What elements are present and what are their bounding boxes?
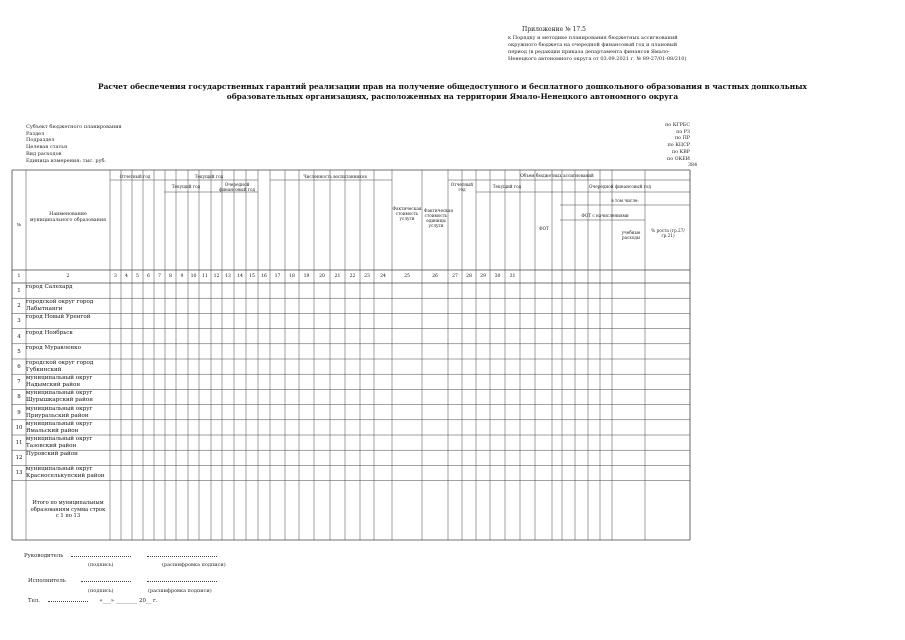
- code-pr: по ПР: [674, 136, 690, 142]
- column-number: 23: [364, 274, 370, 279]
- column-number: 22: [349, 274, 356, 279]
- row-number: 5: [17, 348, 21, 355]
- row-number: 10: [15, 424, 23, 431]
- column-number: 3: [114, 274, 117, 279]
- signature-executor-line: [81, 581, 131, 582]
- meta-unit: Единица измерения: тыс. руб.: [26, 157, 107, 164]
- row-name: город Ноябрьск: [26, 329, 73, 336]
- header-current-year: Текущий год: [171, 184, 201, 189]
- header-fot: ФОТ с начислениями: [581, 213, 629, 218]
- meta-subsection: Подраздел: [26, 137, 55, 144]
- okei-value: 384: [688, 163, 698, 168]
- header-volume: Объем бюджетных ассигнований: [520, 173, 594, 178]
- column-number: 26: [432, 274, 438, 279]
- row-number: 8: [17, 394, 21, 401]
- row-name: город Муравленко: [26, 344, 82, 351]
- signature-executor-label: Исполнитель: [28, 578, 66, 584]
- column-number: 25: [404, 274, 410, 279]
- column-number: 10: [190, 274, 197, 279]
- header-sub-current: Текущий год: [492, 184, 522, 189]
- code-okei: по ОКЕИ: [667, 156, 690, 162]
- header-next-year: Очередной финансовый год: [218, 182, 256, 192]
- header-c27: % роста (гр.27/гр.21): [651, 228, 685, 238]
- column-number: 30: [494, 274, 501, 279]
- signature-executor: [28, 578, 217, 584]
- meta-expense-type: Вид расходов: [26, 150, 62, 157]
- column-number: 15: [249, 274, 255, 279]
- header-c15: Фактическая стоимость единицы услуги: [424, 208, 454, 228]
- signature-head-line: [71, 556, 131, 557]
- header-c26: учебные расходы: [621, 230, 641, 240]
- column-number: 2: [66, 274, 70, 279]
- signature-head-decode-line: [147, 556, 217, 557]
- row-number: 4: [17, 333, 21, 340]
- column-number: 12: [213, 274, 220, 279]
- column-number: 31: [509, 274, 516, 279]
- code-rz: по РЗ: [676, 129, 690, 135]
- column-number: 24: [380, 274, 386, 279]
- code-kvr: по КВР: [671, 149, 690, 155]
- column-number: 18: [289, 274, 295, 279]
- header-sub-next: Очередной финансовый год: [589, 184, 651, 189]
- title-line-1: Расчет обеспечения государственных гарантий реализации прав на получение общедоступного и бесплатного дошкольного образования в частных дошкольных: [98, 82, 807, 91]
- header-contingent: Численность воспитанников: [303, 174, 367, 179]
- row-name: муниципальный округ Надымский район: [26, 375, 93, 389]
- row-name: Пуровский район: [26, 451, 78, 458]
- title-line-2: образовательных организациях, расположенных на территории Ямало-Ненецкого автономного округа: [226, 92, 679, 101]
- row-number: 12: [15, 455, 23, 462]
- column-number: 7: [158, 274, 161, 279]
- header-c22: ФОТ: [539, 226, 549, 231]
- header-report-year: Отчетный год: [119, 174, 151, 179]
- row-name: город Новый Уренгой: [26, 314, 91, 321]
- row-name: городской округ город Губкинский: [26, 360, 94, 373]
- row-name: муниципальный округ Тазовский район: [26, 436, 93, 449]
- signature-phone: [28, 598, 158, 604]
- column-number: 14: [237, 274, 243, 279]
- appendix-text: к Порядку и методике планирования бюджетных ассигнований окружного бюджета на очередной финансовый год и плановый период (в редакции приказа департамента финансов Ямало-Ненецкого автономного округа от 03.09.2021 г. № 89-27/01-08/210): [508, 35, 687, 62]
- meta-subject: Субъект бюджетного планирования: [26, 124, 122, 130]
- meta-section: Раздел: [26, 130, 45, 137]
- column-number: 21: [334, 274, 341, 279]
- column-number: 6: [147, 274, 150, 279]
- column-number: 11: [202, 274, 208, 279]
- row-name: город Салехард: [26, 284, 73, 290]
- row-number: 11: [15, 440, 23, 446]
- phone-label: Тел.: [28, 598, 40, 604]
- column-number: 28: [466, 274, 472, 279]
- signature-executor-decode-line: [147, 581, 217, 582]
- header-c14: Фактическая стоимость услуги: [392, 206, 422, 221]
- column-number: 9: [180, 274, 184, 279]
- total-label: Итого по муниципальным образованиям сумма строк с 1 по 13: [30, 500, 106, 520]
- column-number: 29: [480, 274, 486, 279]
- header-incl: в том числе:: [611, 198, 639, 203]
- row-name: муниципальный округ Ямальский район: [26, 420, 93, 434]
- column-number: 27: [452, 274, 458, 279]
- row-name: муниципальный округ Шурышкарский район: [26, 390, 93, 404]
- column-number: 19: [303, 274, 310, 279]
- head-decode-hint: (расшифровка подписи): [162, 562, 226, 568]
- row-name: муниципальный округ Приуральский район: [26, 405, 93, 419]
- column-number: 4: [125, 274, 128, 279]
- column-number: 1: [17, 274, 21, 279]
- head-sign-hint: (подпись): [88, 562, 114, 568]
- signature-head: [24, 553, 217, 559]
- header-sub-report: Отчетный год: [450, 182, 474, 192]
- phone-line: [48, 601, 88, 602]
- code-kcsr: по КЦСР: [667, 143, 690, 149]
- row-number: 2: [17, 303, 21, 310]
- row-number: 9: [17, 409, 21, 416]
- row-number: 13: [15, 470, 23, 477]
- appendix-number: Приложение № 17.5: [522, 26, 586, 33]
- column-number: 13: [225, 274, 231, 279]
- header-n: №: [17, 222, 21, 227]
- row-number: 3: [17, 318, 21, 325]
- header-name: Наименование муниципального образования: [29, 212, 107, 223]
- column-number: 5: [136, 274, 139, 279]
- column-number: 20: [319, 274, 325, 279]
- column-number: 16: [261, 274, 267, 279]
- executor-decode-hint: (расшифровка подписи): [148, 588, 212, 594]
- executor-sign-hint: (подпись): [88, 588, 114, 594]
- header-current-group: Текущий год: [194, 174, 224, 179]
- meta-target: Целевая статья: [26, 144, 68, 151]
- row-number: 1: [17, 288, 21, 294]
- row-number: 7: [17, 379, 21, 386]
- row-name: муниципальный округ Красноселькупский район: [26, 466, 105, 480]
- row-number: 6: [17, 364, 21, 370]
- code-kgrbs: по КГРБС: [665, 123, 690, 128]
- column-number: 8: [169, 274, 172, 279]
- column-number: 17: [274, 274, 281, 279]
- signature-date: «___» ________ 20__ г.: [99, 598, 158, 604]
- signature-head-label: Руководитель: [24, 553, 64, 559]
- row-name: городской округ город Лабытнанги: [26, 299, 94, 313]
